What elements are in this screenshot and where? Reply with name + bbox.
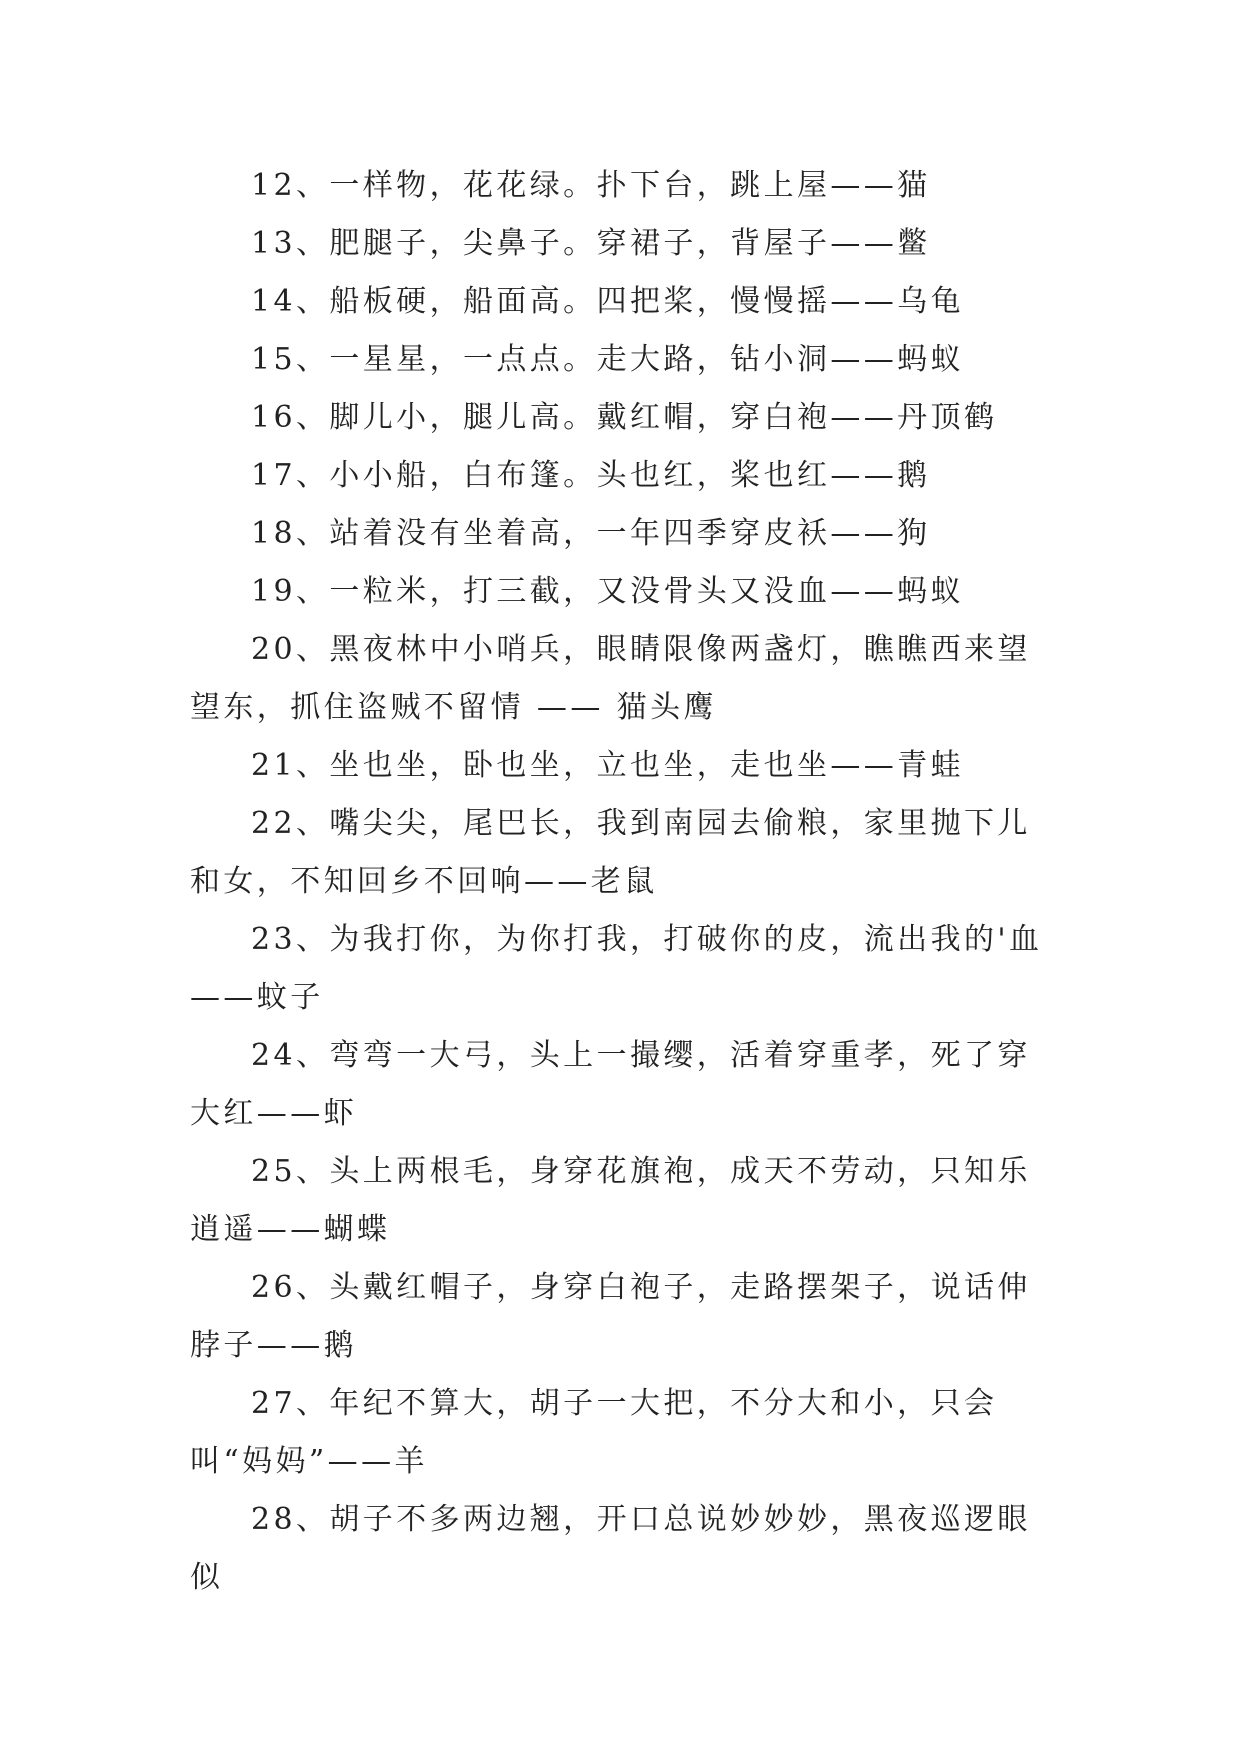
- riddle-item: 14、船板硬，船面高。四把桨，慢慢摇——乌龟: [251, 284, 964, 319]
- riddle-item: 28、胡子不多两边翘，开口总说妙妙妙，黑夜巡逻眼似: [190, 1502, 1031, 1595]
- riddle-item: 16、脚儿小，腿儿高。戴红帽，穿白袍——丹顶鹤: [251, 400, 998, 435]
- riddle-list: [190, 157, 1052, 1607]
- riddle-item: 25、头上两根毛，身穿花旗袍，成天不劳动，只知乐逍遥——蝴蝶: [190, 1154, 1031, 1247]
- riddle-item: 13、肥腿子，尖鼻子。穿裙子，背屋子——鳖: [251, 226, 931, 261]
- riddle-item: 12、一样物，花花绿。扑下台，跳上屋——猫: [251, 168, 931, 203]
- riddle-item: 19、一粒米，打三截，又没骨头又没血——蚂蚁: [251, 574, 964, 609]
- riddle-item: 24、弯弯一大弓，头上一撮缨，活着穿重孝，死了穿大红——虾: [190, 1038, 1031, 1131]
- riddle-item: 21、坐也坐，卧也坐，立也坐，走也坐——青蛙: [251, 748, 964, 783]
- riddle-item: 23、为我打你，为你打我，打破你的皮，流出我的'血——蚊子: [190, 922, 1043, 1015]
- riddle-item: 20、黑夜林中小哨兵，眼睛限像两盏灯，瞧瞧西来望望东，抓住盗贼不留情 —— 猫头鹰: [190, 632, 1031, 725]
- riddle-item: 22、嘴尖尖，尾巴长，我到南园去偷粮，家里抛下儿和女，不知回乡不回响——老鼠: [190, 806, 1031, 899]
- riddle-item: 17、小小船，白布篷。头也红，桨也红——鹅: [251, 458, 931, 493]
- riddle-item: 18、站着没有坐着高，一年四季穿皮袄——狗: [251, 516, 931, 551]
- riddle-item: 27、年纪不算大，胡子一大把，不分大和小，只会叫“妈妈”——羊: [190, 1386, 998, 1479]
- riddle-item: 26、头戴红帽子，身穿白袍子，走路摆架子，说话伸脖子——鹅: [190, 1270, 1031, 1363]
- riddle-item: 15、一星星，一点点。走大路，钻小洞——蚂蚁: [251, 342, 964, 377]
